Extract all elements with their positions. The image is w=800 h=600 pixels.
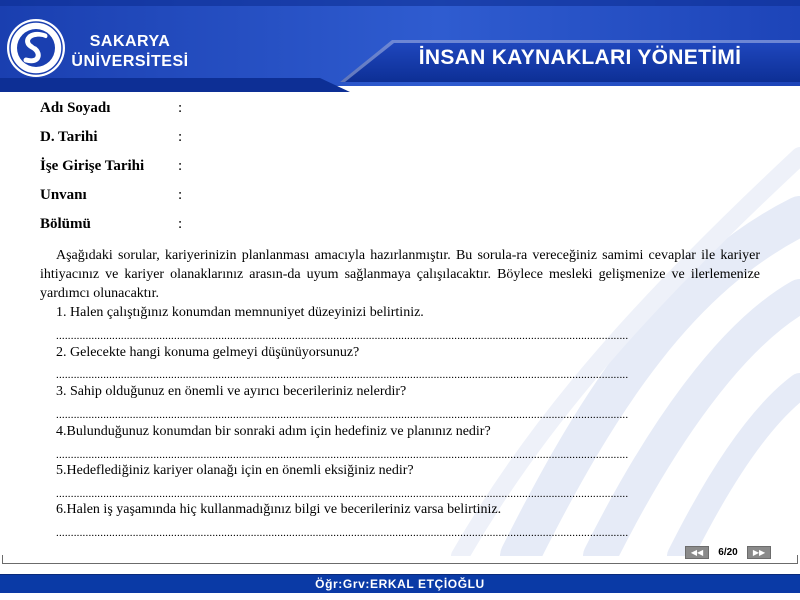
rewind-icon: ◀◀	[690, 548, 704, 557]
intro-paragraph: Aşağıdaki sorular, kariyerinizin planlanması amacıyla hazırlanmıştır. Bu sorula-ra vereceğiniz samimi cevaplar ile kariyer ihtiyacınız ve kariyer olanaklarınız arasın-da uyum sağlanmaya çalışılacaktır. Böylece mesleki gelişmenize ve ilerlemenize yardımcı olunacaktır.	[40, 248, 760, 301]
divider-tick-left	[2, 555, 3, 564]
fast-forward-icon: ▶▶	[752, 548, 766, 557]
slide-header	[0, 0, 800, 96]
question-2: 2. Gelecekte hangi konuma gelmeyi düşünüyorsunuz?	[56, 345, 360, 360]
field-colon: :	[178, 100, 183, 116]
answer-line-2: ..................................................................................................................................................................................................	[56, 370, 629, 380]
question-6: 6.Halen iş yaşamında hiç kullanmadığınız bilgi ve becerileriniz varsa belirtiniz.	[56, 502, 502, 517]
university-name-line1: SAKARYA	[89, 33, 171, 50]
field-colon: :	[178, 129, 183, 145]
question-5: 5.Hedeflediğiniz kariyer olanağı için en önemli eksiğiniz nedir?	[56, 463, 414, 478]
university-name	[66, 32, 194, 72]
university-seal-icon	[7, 19, 65, 77]
answer-line-5: ..................................................................................................................................................................................................	[56, 489, 629, 499]
footer-bar	[0, 574, 800, 593]
question-4: 4.Bulunduğunuz konumdan bir sonraki adım için hedefiniz ve planınız nedir?	[56, 424, 491, 439]
instructor-name: Öğr:Grv:ERKAL ETÇİOĞLU	[315, 577, 485, 591]
course-title: İNSAN KAYNAKLARI YÖNETİMİ	[418, 46, 742, 69]
divider-tick-right	[797, 555, 798, 564]
field-label: İşe Girişe Tarihi	[40, 158, 145, 174]
field-colon: :	[178, 158, 183, 174]
field-label: Bölümü	[40, 216, 91, 232]
previous-slide-button[interactable]	[685, 546, 709, 559]
page-indicator: 6/20	[718, 547, 738, 558]
field-label: Unvanı	[40, 187, 87, 203]
field-colon: :	[178, 216, 183, 232]
field-colon: :	[178, 187, 183, 203]
bottom-divider	[2, 563, 798, 564]
answer-line-6: ..................................................................................................................................................................................................	[56, 528, 629, 538]
answer-line-4: ..................................................................................................................................................................................................	[56, 450, 629, 460]
field-label: D. Tarihi	[40, 129, 98, 145]
university-name-line2: ÜNİVERSİTESİ	[71, 53, 189, 70]
answer-line-1: ..................................................................................................................................................................................................	[56, 331, 629, 341]
field-label: Adı Soyadı	[40, 100, 111, 116]
question-1: 1. Halen çalıştığınız konumdan memnuniyet düzeyinizi belirtiniz.	[56, 305, 424, 320]
next-slide-button[interactable]	[747, 546, 771, 559]
question-3: 3. Sahip olduğunuz en önemli ve ayırıcı becerileriniz nelerdir?	[56, 384, 407, 399]
answer-line-3: ..................................................................................................................................................................................................	[56, 410, 629, 420]
